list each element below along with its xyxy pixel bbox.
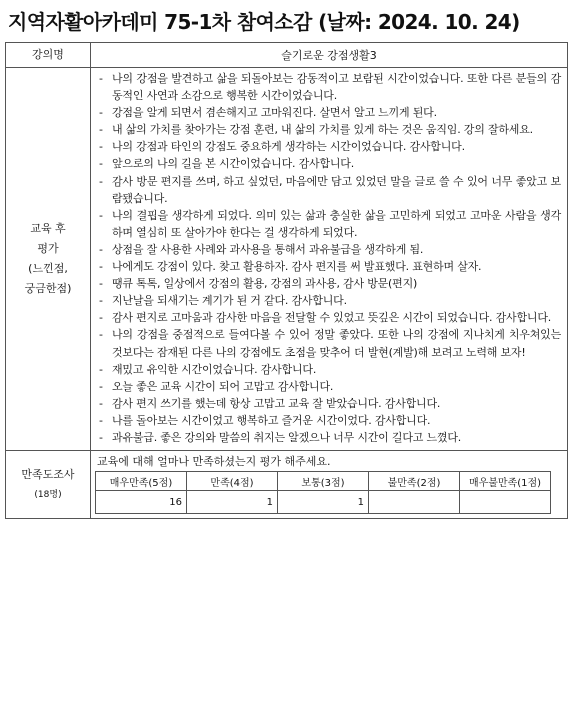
respondent-count: (18명) xyxy=(34,489,62,500)
comment-text: 감사 편지로 고마움과 감사한 마음을 전달할 수 있었고 뜻깊은 시간이 되었습니다. 감사합니다. xyxy=(112,311,552,325)
comment-item: - 나를 돌아보는 시간이었고 행복하고 즐거운 시간이었다. 감사합니다. xyxy=(99,412,561,429)
evaluation-label-line: 궁금한점) xyxy=(24,282,72,296)
comment-item: - 나의 강점을 중점적으로 들여다볼 수 있어 정말 좋았다. 또한 나의 강점에 지나치게 치우쳐있는 것보다는 잠재된 다른 나의 강점에도 초점을 맞추어 더 발현(계발)해 보려고 노력해 보자! xyxy=(99,326,561,360)
lecture-label: 강의명 xyxy=(6,43,91,68)
comment-text: 감사 방문 편지를 쓰며, 하고 싶었던, 마음에만 담고 있었던 말을 글로 쓸 수 있어 너무 좋았고 보람됐습니다. xyxy=(112,174,561,205)
rating-header: 보통(3점) xyxy=(278,472,369,491)
lecture-row xyxy=(6,43,568,68)
evaluation-label-line: 교육 후 xyxy=(30,222,66,236)
comment-text: 지난날을 되새기는 계기가 된 거 같다. 감사합니다. xyxy=(112,294,347,308)
rating-value xyxy=(369,491,460,514)
survey-cell xyxy=(91,451,568,519)
comment-item: - 나의 결핍을 생각하게 되었다. 의미 있는 삶과 충실한 삶을 고민하게 되었고 고마운 사람을 생각하며 열심히 또 살아가야 한다는 걸 생각하게 되었다. xyxy=(99,207,561,241)
rating-header: 만족(4점) xyxy=(187,472,278,491)
rating-value: 16 xyxy=(96,491,187,514)
comment-item: - 오늘 좋은 교육 시간이 되어 고맙고 감사합니다. xyxy=(99,378,561,395)
comment-item: - 과유불급. 좋은 강의와 말씀의 취지는 알겠으나 너무 시간이 길다고 느꼈다. xyxy=(99,429,561,446)
comment-text: 나를 돌아보는 시간이었고 행복하고 즐거운 시간이었다. 감사합니다. xyxy=(112,413,431,427)
document-title: 지역자활아카데미 75-1차 참여소감 (날짜: 2024. 10. 24) xyxy=(8,10,520,34)
comment-text: 나의 강점을 중점적으로 들여다볼 수 있어 정말 좋았다. 또한 나의 강점에 지나치게 치우쳐있는 것보다는 잠재된 다른 나의 강점에도 초점을 맞추어 더 발현(계발)해 보려고 노력해 보자! xyxy=(112,328,561,359)
rating-header: 매우불만족(1점) xyxy=(460,472,551,491)
comment-item: - 내 삶의 가치를 찾아가는 강점 훈련, 내 삶의 가치를 있게 하는 것은 움직임. 강의 잘하세요. xyxy=(99,121,561,138)
rating-header: 매우만족(5점) xyxy=(96,472,187,491)
comment-text: 나의 결핍을 생각하게 되었다. 의미 있는 삶과 충실한 삶을 고민하게 되었고 고마운 사람을 생각하며 열심히 또 살아가야 한다는 걸 생각하게 되었다. xyxy=(112,208,561,239)
rating-value-row xyxy=(96,491,551,514)
comment-item: - 나의 강점과 타인의 강점도 중요하게 생각하는 시간이었습니다. 감사합니다. xyxy=(99,138,561,155)
survey-label-cell xyxy=(6,451,91,519)
comment-text: 나의 강점과 타인의 강점도 중요하게 생각하는 시간이었습니다. 감사합니다. xyxy=(112,140,465,154)
comment-text: 땡큐 톡톡, 일상에서 강점의 활용, 강점의 과사용, 감사 방문(편지) xyxy=(112,277,418,291)
comment-item: - 재밌고 유익한 시간이었습니다. 감사합니다. xyxy=(99,361,561,378)
comment-item: - 지난날을 되새기는 계기가 된 거 같다. 감사합니다. xyxy=(99,292,561,309)
comment-item: - 땡큐 톡톡, 일상에서 강점의 활용, 강점의 과사용, 감사 방문(편지) xyxy=(99,275,561,292)
evaluation-label-line: (느낀점, xyxy=(28,262,68,276)
evaluation-label xyxy=(6,68,91,451)
survey-row xyxy=(6,451,568,519)
rating-value: 1 xyxy=(187,491,278,514)
survey-label: 만족도조사 xyxy=(21,467,75,481)
comments-cell xyxy=(91,68,568,451)
comment-item: - 강점을 알게 되면서 겸손해지고 고마워진다. 살면서 알고 느끼게 된다. xyxy=(99,104,561,121)
comment-item: - 감사 편지 쓰기를 했는데 항상 고맙고 교육 잘 받았습니다. 감사합니다. xyxy=(99,395,561,412)
comment-item: - 앞으로의 나의 길을 본 시간이었습니다. 감사합니다. xyxy=(99,155,561,172)
comment-item: - 감사 편지로 고마움과 감사한 마음을 전달할 수 있었고 뜻깊은 시간이 되었습니다. 감사합니다. xyxy=(99,309,561,326)
comment-text: 내 삶의 가치를 찾아가는 강점 훈련, 내 삶의 가치를 있게 하는 것은 움직임. 강의 잘하세요. xyxy=(112,123,533,137)
reflection-table xyxy=(5,42,568,519)
evaluation-label-line: 평가 xyxy=(37,242,59,256)
comment-text: 상점을 잘 사용한 사례와 과사용을 통해서 과유불급을 생각하게 됨. xyxy=(112,242,424,256)
evaluation-row xyxy=(6,68,568,451)
comment-text: 앞으로의 나의 길을 본 시간이었습니다. 감사합니다. xyxy=(112,157,355,171)
rating-value xyxy=(460,491,551,514)
comment-item: - 감사 방문 편지를 쓰며, 하고 싶었던, 마음에만 담고 있었던 말을 글로 쓸 수 있어 너무 좋았고 보람됐습니다. xyxy=(99,173,561,207)
comment-text: 오늘 좋은 교육 시간이 되어 고맙고 감사합니다. xyxy=(112,379,334,393)
comment-text: 과유불급. 좋은 강의와 말씀의 취지는 알겠으나 너무 시간이 길다고 느꼈다. xyxy=(112,430,462,444)
lecture-name: 슬기로운 강점생활3 xyxy=(91,43,568,68)
comment-item: - 상점을 잘 사용한 사례와 과사용을 통해서 과유불급을 생각하게 됨. xyxy=(99,241,561,258)
comment-text: 강점을 알게 되면서 겸손해지고 고마워진다. 살면서 알고 느끼게 된다. xyxy=(112,106,437,120)
comment-text: 나의 강점을 발견하고 삶을 되돌아보는 감동적이고 보람된 시간이었습니다. 또한 다른 분들의 감동적인 사연과 소감으로 행복한 시간이었습니다. xyxy=(112,72,561,103)
survey-question: 교육에 대해 얼마나 만족하셨는지 평가 해주세요. xyxy=(97,455,331,469)
comment-text: 감사 편지 쓰기를 했는데 항상 고맙고 교육 잘 받았습니다. 감사합니다. xyxy=(112,396,441,410)
comment-text: 나에게도 강점이 있다. 찾고 활용하자. 감사 편지를 써 발표했다. 표현하며 살자. xyxy=(112,260,482,274)
comment-item: - 나에게도 강점이 있다. 찾고 활용하자. 감사 편지를 써 발표했다. 표현하며 살자. xyxy=(99,258,561,275)
rating-value: 1 xyxy=(278,491,369,514)
rating-table xyxy=(95,471,551,514)
comment-text: 재밌고 유익한 시간이었습니다. 감사합니다. xyxy=(112,362,317,376)
rating-header-row xyxy=(96,472,551,491)
comment-item: - 나의 강점을 발견하고 삶을 되돌아보는 감동적이고 보람된 시간이었습니다. 또한 다른 분들의 감동적인 사연과 소감으로 행복한 시간이었습니다. xyxy=(99,70,561,104)
rating-header: 불만족(2점) xyxy=(369,472,460,491)
